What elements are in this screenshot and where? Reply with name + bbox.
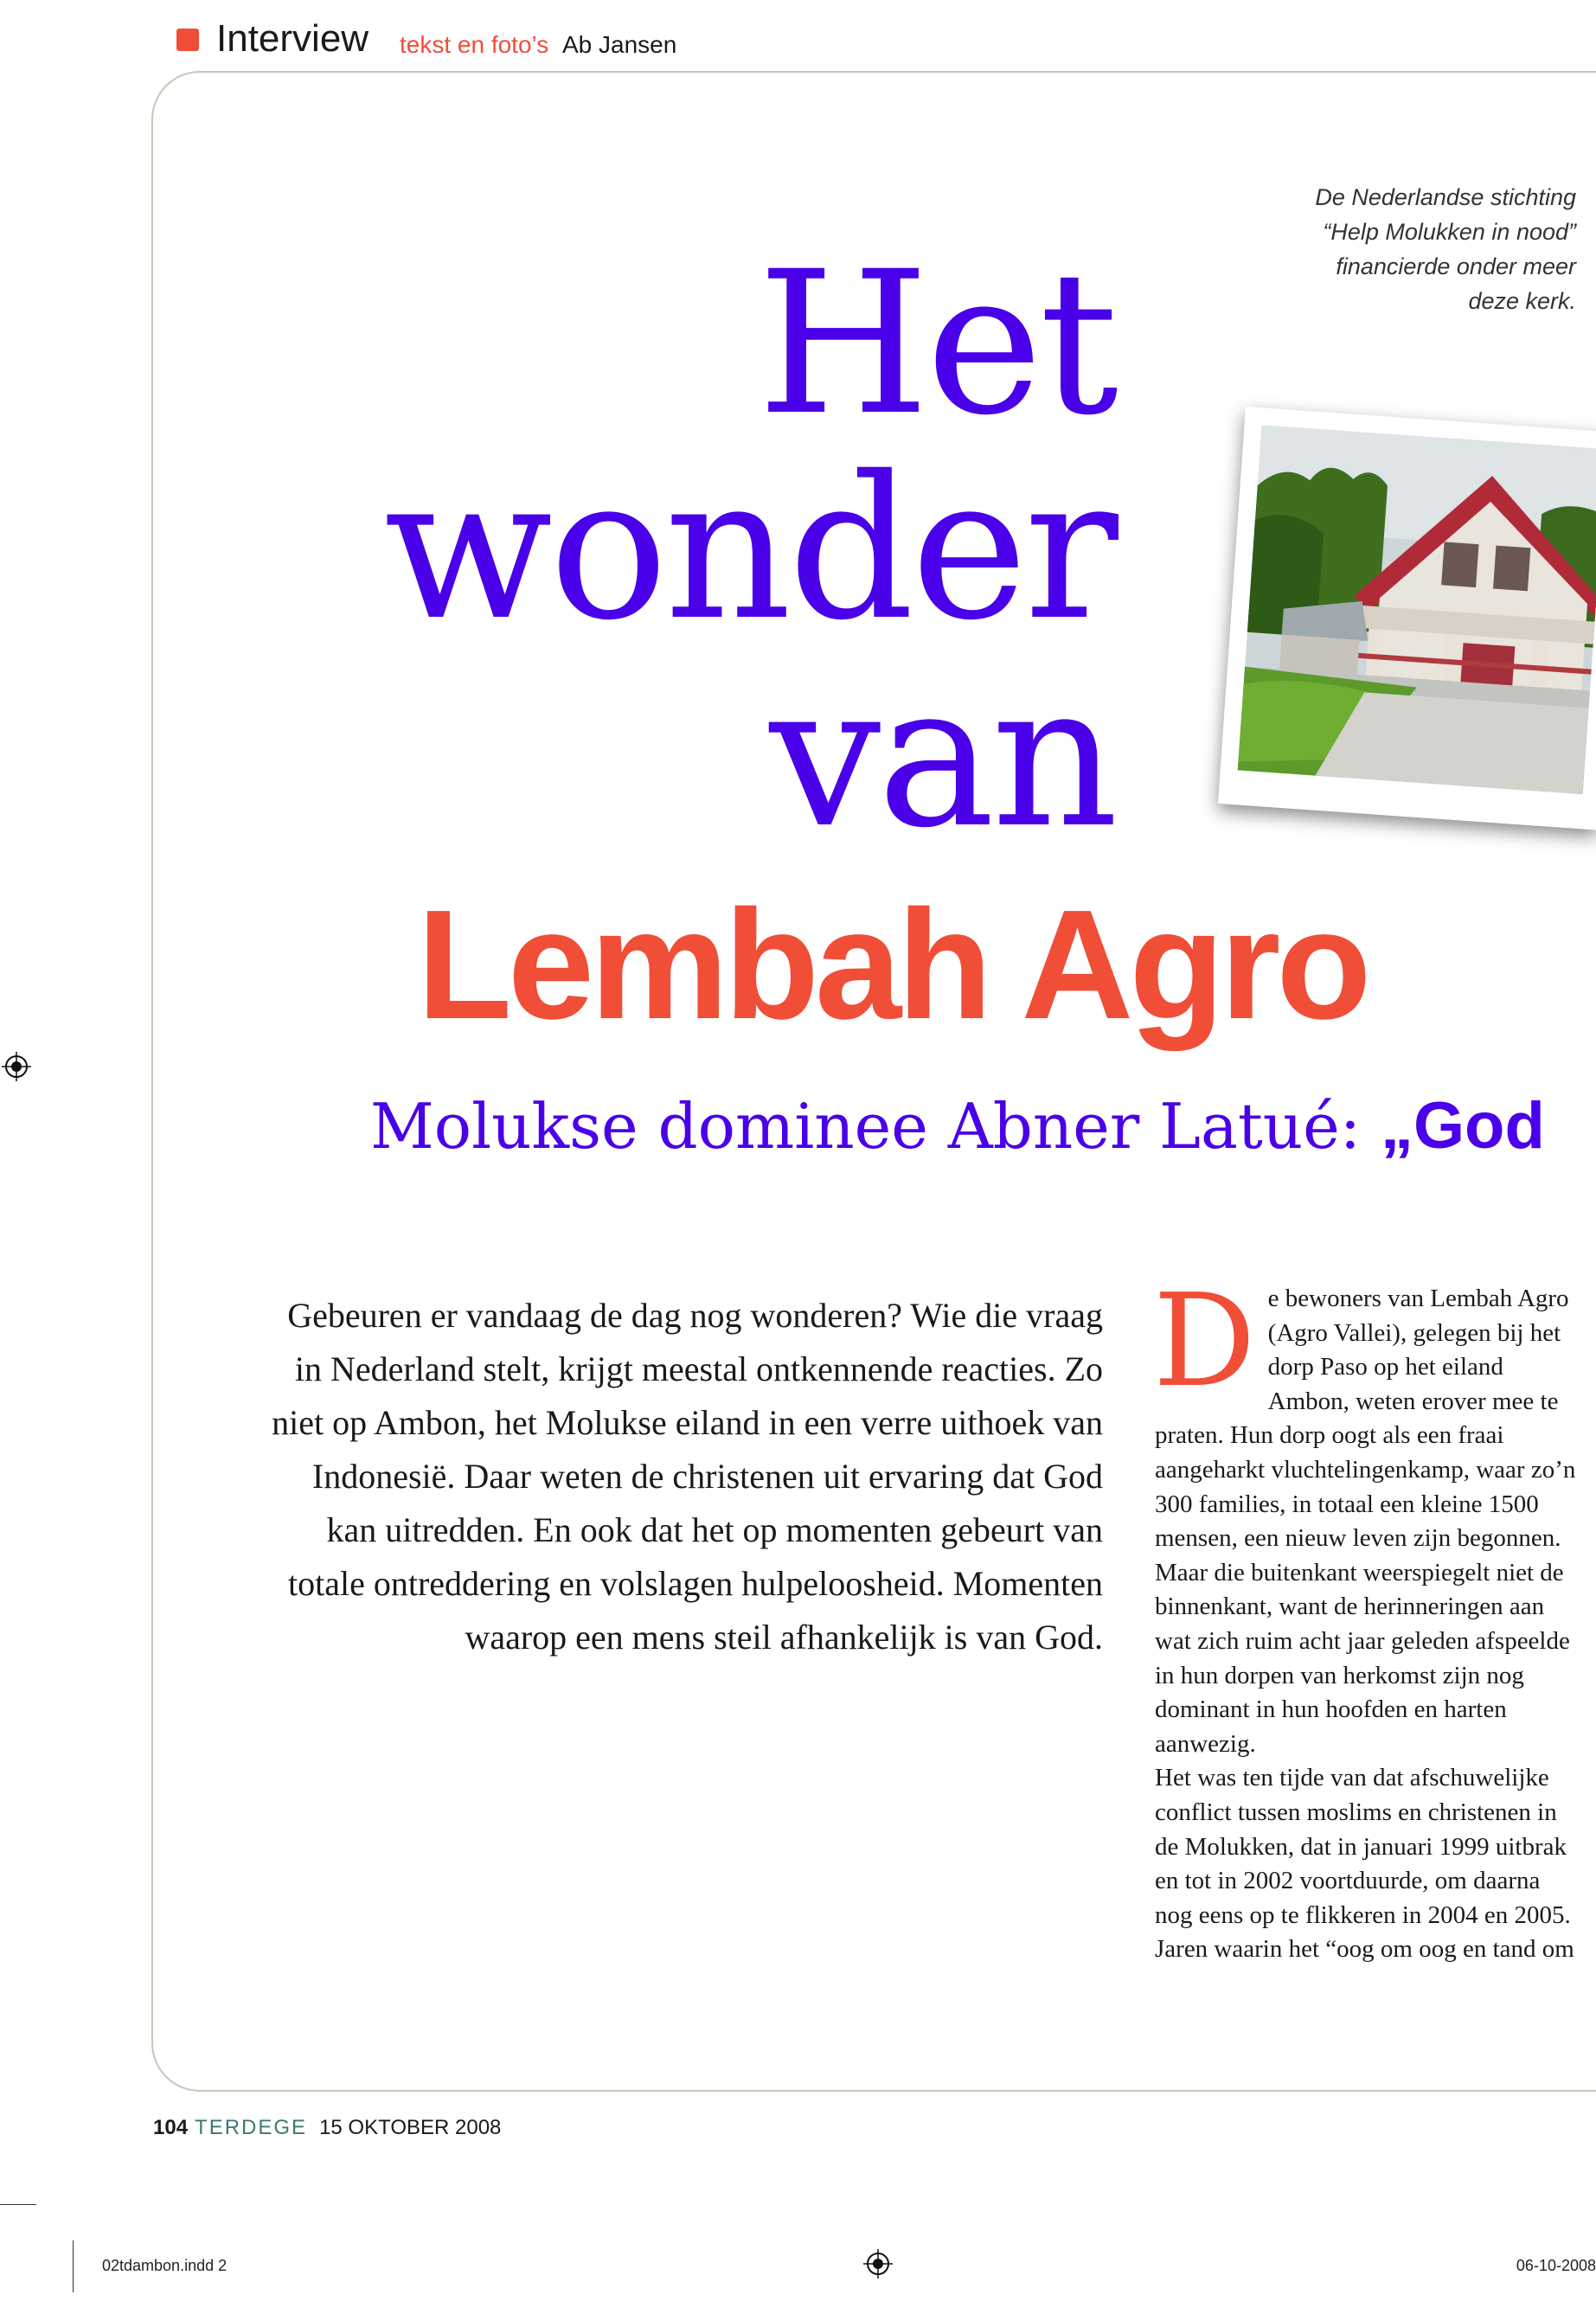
photo-caption: De Nederlandse stichting “Help Molukken in nood” financierde onder meer deze kerk. [1315,184,1576,314]
subtitle [370,1088,1545,1163]
church-photo [1218,407,1596,830]
author-name: Ab Jansen [562,31,677,58]
intro-paragraph: Gebeuren er vandaag de dag nog wonderen? Wie die vraag in Nederland stelt, krijgt meestal ontkennende reacties. Zo niet op Ambon, het Molukse eiland in een verre uithoek van Indonesië. Daar weten de christenen uit ervaring dat God kan uitredden. En ook dat het op momenten gebeurt van totale ontreddering en volslagen hulpeloosheid. Momenten waarop een mens steil afhankelijk is van God. [272,1296,1103,1657]
slug-filename: 02tdambon.indd 2 [102,2257,228,2274]
crop-mark [0,2204,36,2205]
page-number: 104 [153,2116,189,2139]
drop-cap: D [1153,1266,1256,1415]
crop-mark [73,2240,74,2292]
registration-mark-icon [2,1052,31,1081]
registration-mark-icon [863,2249,893,2279]
title-highlight: Lembah Agro [417,878,1368,1052]
body-column [1153,1266,1577,1967]
body-paragraph-1: e bewoners van Lembah Agro (Agro Vallei), gelegen bij het dorp Paso op het eiland Ambon, weten erover mee te praten. Hun dorp oogt als een fraai aangeharkt vluchtelingenkamp, waar zo’n 300 families, in totaal een kleine 1500 mensen, een nieuw leven zijn begonnen. Maar die buitenkant weerspiegelt niet de binnenkant, want de herinneringen aan wat zich ruim acht jaar geleden afspeelde in hun dorpen van herkomst zijn nog dominant in hun hoofden en harten aanwezig. [1155,1285,1576,1758]
issue-date: 15 OKTOBER 2008 [319,2116,502,2139]
body-paragraph-2: Het was ten tijde van dat afschuwelijke conflict tussen moslims en christenen in de Molukken, dat in januari 1999 uitbrak en tot in 2002 voortduurde, om daarna nog eens op te flikkeren in 2004 en 2005. Jaren waarin het “oog om oog en tand om [1155,1764,1574,1964]
church-photo-illustration [1238,425,1596,794]
title-line-1: Het [757,228,1115,458]
title-line-2: wonder [383,433,1115,663]
title-line-3: van [769,641,1115,871]
magazine-name: TERDEGE [195,2116,308,2139]
credit-label: tekst en foto’s [400,31,549,58]
page-footer [153,2116,501,2140]
subtitle-quote: „God [1380,1089,1545,1163]
section-label: Interview [216,17,369,60]
subtitle-text: Molukse dominee Abner Latué: [370,1090,1362,1163]
section-marker [176,29,199,51]
slug-date: 06-10-2008 [1516,2257,1596,2274]
